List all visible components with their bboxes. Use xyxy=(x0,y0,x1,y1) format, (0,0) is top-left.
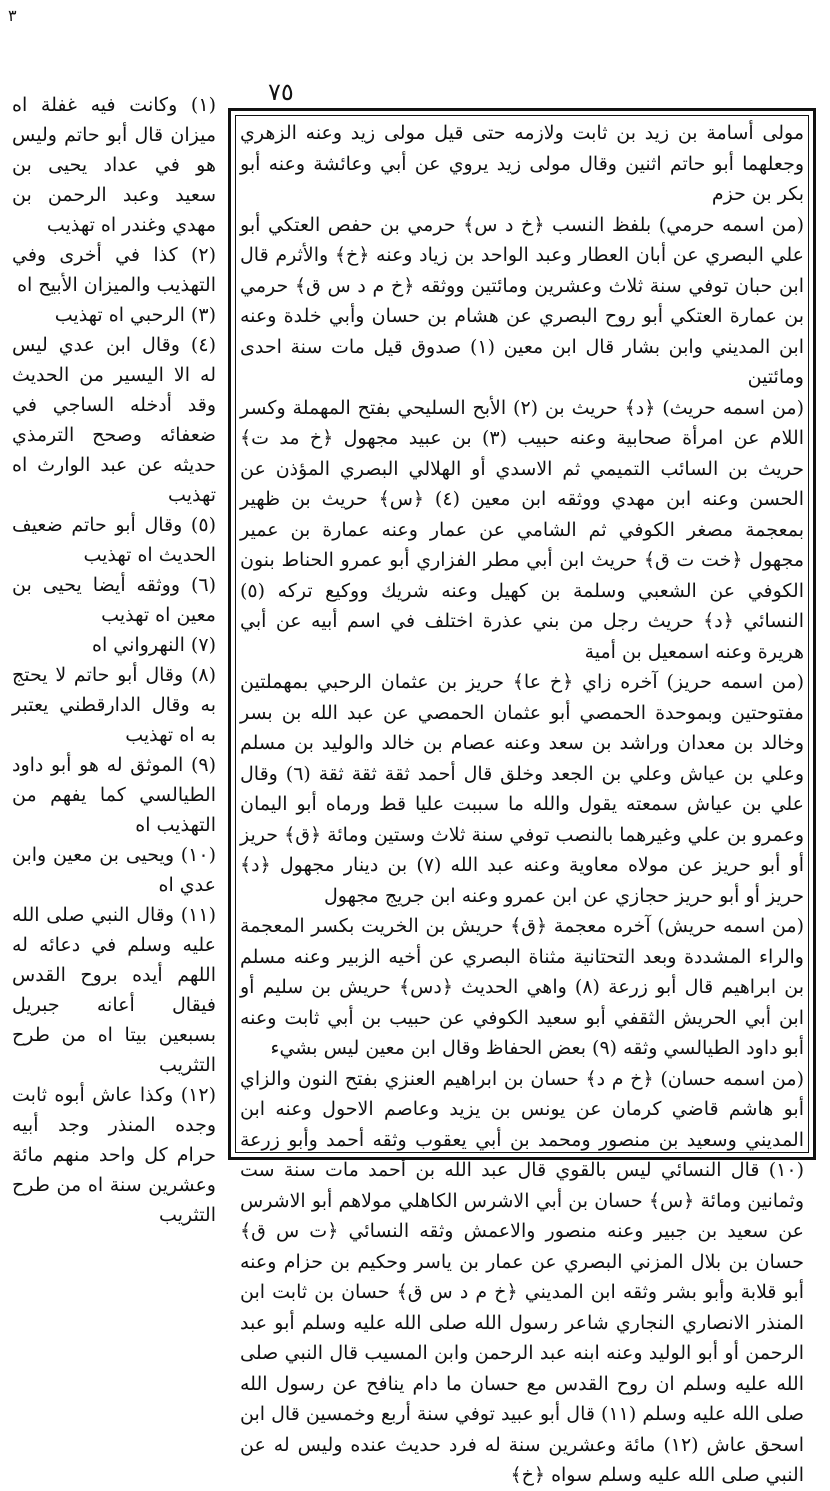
footnote: (٨) وقال أبو حاتم لا يحتج به وقال الدارقطني يعتبر به اه تهذيب xyxy=(12,664,216,746)
footnote: (١١) وقال النبي صلى الله عليه وسلم في دعائه له اللهم أيده بروح القدس فيقال أعانه جبريل بسبعين بيتا اه من طرح التثريب xyxy=(12,904,216,1076)
footnote: (٧) النهرواني اه xyxy=(92,634,216,656)
footnote: (١٠) ويحيى بن معين وابن عدي اه xyxy=(12,844,216,896)
main-paragraph: مولى أسامة بن زيد بن ثابت ولازمه حتى قيل مولى زيد وعنه الزهري وجعلهما أبو حاتم اثنين وقال مولى زيد يروي عن أبي وعائشة وعنه أبو بكر بن حزم xyxy=(240,122,804,205)
footnote: (٥) وقال أبو حاتم ضعيف الحديث اه تهذيب xyxy=(12,514,216,566)
main-text-body xyxy=(240,118,804,1486)
main-paragraph: (من اسمه حرمي) بلفظ النسب ﴿خ د س﴾ حرمي بن حفص العتكي أبو علي البصري عن أبان العطار وعبد الواحد بن زياد وعنه ﴿خ﴾ والأثرم قال ابن حبان توفي سنة ثلاث وعشرين ومائتين ووثقه ﴿خ م د س ق﴾ حرمي بن عمارة العتكي أبو روح البصري عن هشام بن حسان وأبي خلدة وعنه ابن المديني وابن بشار قال ابن معين (١) صدوق قيل مات سنة احدى ومائتين xyxy=(240,213,804,388)
corner-mark: ٣ xyxy=(8,6,17,25)
footnote: (٢) كذا في أخرى وفي التهذيب والميزان الأبيح اه xyxy=(12,244,216,296)
footnote: (٤) وقال ابن عدي ليس له الا اليسير من الحديث وقد أدخله الساجي في ضعفائه وصحح الترمذي حديثه عن عبد الوارث اه تهذيب xyxy=(12,334,216,506)
main-paragraph: (من اسمه حريث) ﴿د﴾ حريث بن (٢) الأبح السليحي بفتح المهملة وكسر اللام عن امرأة صحابية وعنه حبيب (٣) بن عبيد مجهول ﴿خ مد ت﴾ حريث بن السائب التميمي ثم الاسدي أو الهلالي البصري المؤذن عن الحسن وعنه ابن مهدي ووثقه ابن معين (٤) ﴿س﴾ حريث بن ظهير بمعجمة مصغر الكوفي ثم الشامي عن عمار وعنه عمارة بن عمير مجهول ﴿خت ت ق﴾ حريث ابن أبي مطر الفزاري أبو عمرو الحناط بنون الكوفي عن الشعبي وسلمة بن كهيل وعنه شريك ووكيع تركه (٥) النسائي ﴿د﴾ حريث رجل من بني عذرة اختلف في اسم أبيه عن أبي هريرة وعنه اسمعيل بن أمية xyxy=(240,396,804,663)
footnote: (٩) الموثق له هو أبو داود الطيالسي كما يفهم من التهذيب اه xyxy=(12,754,216,836)
page-number: ٧٥ xyxy=(268,78,294,106)
footnote: (٣) الرحبي اه تهذيب xyxy=(54,304,216,326)
footnotes-column xyxy=(12,90,216,1226)
main-paragraph: (من اسمه حريش) آخره معجمة ﴿ق﴾ حريش بن الخريت بكسر المعجمة والراء المشددة وبعد التحتانية مثناة البصري عن أخيه الزبير وعنه مسلم بن ابراهيم قال أبو زرعة (٨) واهي الحديث ﴿دس﴾ حريش بن سليم أو ابن أبي الحريش الثقفي أبو سعيد الكوفي عن حبيب بن أبي ثابت وعنه أبو داود الطيالسي وثقه (٩) بعض الحفاظ وقال ابن معين ليس بشيء xyxy=(240,915,804,1059)
footnote: (١) وكانت فيه غفلة اه ميزان قال أبو حاتم وليس هو في عداد يحيى بن سعيد وعبد الرحمن بن مهدي وغندر اه تهذيب xyxy=(12,94,216,236)
main-paragraph: (من اسمه حريز) آخره زاي ﴿خ عا﴾ حريز بن عثمان الرحبي بمهملتين مفتوحتين وبموحدة الحمصي أبو عثمان الحمصي عن عبد الله بن بسر وخالد بن معدان وراشد بن سعد وعنه عصام بن خالد والوليد بن مسلم وعلي بن عياش وعلي بن الجعد وخلق قال أحمد ثقة ثقة ثقة (٦) وقال علي بن عياش سمعته يقول والله ما سببت عليا قط ورماه أبو اليمان وعمرو بن علي وغيرهما بالنصب توفي سنة ثلاث وستين ومائة ﴿ق﴾ حريز أو أبو حريز عن مولاه معاوية وعنه عبد الله (٧) بن دينار مجهول ﴿د﴾ حريز أو أبو حريز حجازي عن ابن عمرو وعنه ابن جريج مجهول xyxy=(240,671,804,907)
footnote: (١٢) وكذا عاش أبوه ثابت وجده المنذر وجد أبيه حرام كل واحد منهم مائة وعشرين سنة اه من طرح التثريب xyxy=(12,1084,216,1226)
main-paragraph: (من اسمه حسان) ﴿خ م د﴾ حسان بن ابراهيم العنزي بفتح النون والزاي أبو هاشم قاضي كرمان عن يونس بن يزيد وعاصم الاحول وعنه ابن المديني وسعيد بن منصور ومحمد بن أبي يعقوب وثقه أحمد وأبو زرعة (١٠) قال النسائي ليس بالقوي قال عبد الله بن أحمد مات سنة ست وثمانين ومائة ﴿س﴾ حسان بن أبي الاشرس الكاهلي مولاهم أبو الاشرس عن سعيد بن جبير وعنه منصور والاعمش وثقه النسائي ﴿ت س ق﴾ حسان بن بلال المزني البصري عن عمار بن ياسر وحكيم بن حزام وعنه أبو قلابة وأبو بشر وثقه ابن المديني ﴿خ م د س ق﴾ حسان بن ثابت ابن المنذر الانصاري النجاري شاعر رسول الله صلى الله عليه وسلم أبو عبد الرحمن أو أبو الوليد وعنه ابنه عبد الرحمن وابن المسيب قال النبي صلى الله عليه وسلم ان روح القدس مع حسان ما دام ينافح عن رسول الله صلى الله عليه وسلم (١١) قال أبو عبيد توفي سنة أربع وخمسين قال ابن اسحق عاش (١٢) مائة وعشرين سنة له فرد حديث عنده وليس له عن النبي صلى الله عليه وسلم سواه ﴿خ﴾ xyxy=(240,1067,804,1486)
footnote: (٦) ووثقه أيضا يحيى بن معين اه تهذيب xyxy=(12,574,216,626)
